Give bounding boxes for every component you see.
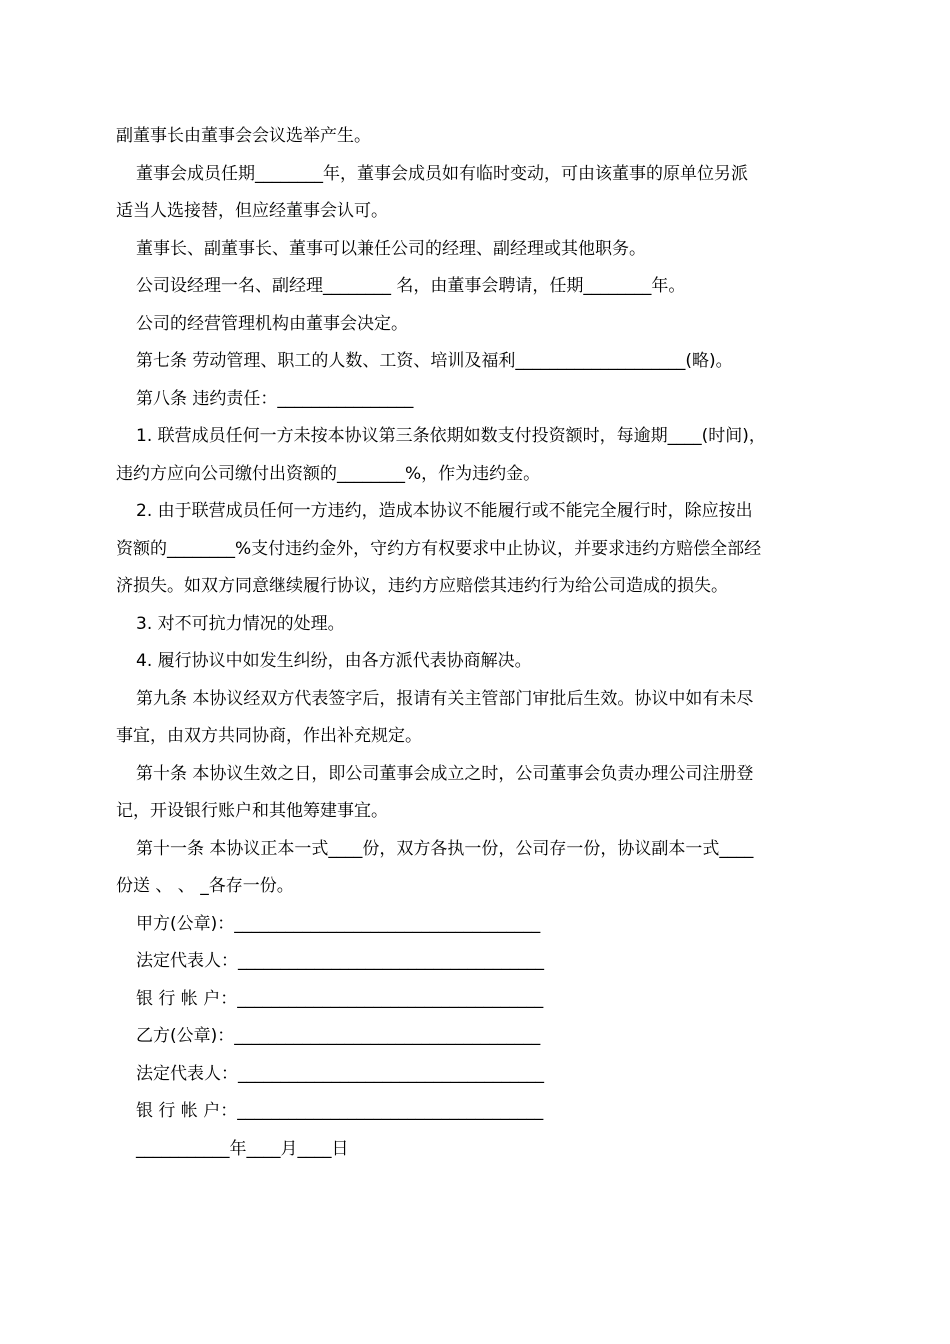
article-9: 第九条 本协议经双方代表签字后，报请有关主管部门审批后生效。协议中如有未尽 bbox=[136, 688, 754, 709]
clause-4: 4. 履行协议中如发生纠纷，由各方派代表协商解决。 bbox=[136, 651, 532, 671]
text-line: 违约方应向公司缴付出资额的________%，作为违约金。 bbox=[116, 463, 541, 484]
text-line: 事宜，由双方共同协商，作出补充规定。 bbox=[116, 726, 422, 746]
article-7: 第七条 劳动管理、职工的人数、工资、培训及福利____________________(略)。 bbox=[136, 351, 733, 371]
party-a-bank-account: 银 行 帐 户：____________________________________ bbox=[136, 988, 544, 1009]
text-line: 资额的________%支付违约金外，守约方有权要求中止协议，并要求违约方赔偿全部经 bbox=[116, 538, 762, 559]
signing-date: ___________年____月____日 bbox=[136, 1138, 349, 1159]
clause-2: 2. 由于联营成员任何一方违约，造成本协议不能履行或不能完全履行时，除应按出 bbox=[136, 501, 753, 521]
article-10: 第十条 本协议生效之日，即公司董事会成立之时，公司董事会负责办理公司注册登 bbox=[136, 763, 754, 784]
text-line: 份送 、 、 _各存一份。 bbox=[116, 876, 294, 896]
article-8: 第八条 违约责任：________________ bbox=[136, 388, 414, 409]
document-body bbox=[116, 118, 838, 1168]
text-line: 记，开设银行账户和其他筹建事宜。 bbox=[116, 801, 388, 821]
clause-3: 3. 对不可抗力情况的处理。 bbox=[136, 613, 345, 634]
text-line: 适当人选接替，但应经董事会认可。 bbox=[116, 201, 388, 221]
text-line: 董事会成员任期________年，董事会成员如有临时变动，可由该董事的原单位另派 bbox=[136, 163, 748, 184]
text-line: 公司的经营管理机构由董事会决定。 bbox=[136, 313, 408, 334]
party-b-seal: 乙方(公章)：____________________________________ bbox=[136, 1026, 541, 1046]
party-b-representative: 法定代表人：____________________________________ bbox=[136, 1063, 544, 1084]
clause-1: 1. 联营成员任何一方未按本协议第三条依期如数支付投资额时，每逾期____(时间)， bbox=[136, 426, 766, 446]
party-b-bank-account: 银 行 帐 户：____________________________________ bbox=[136, 1101, 544, 1121]
text-line: 副董事长由董事会会议选举产生。 bbox=[116, 126, 371, 146]
text-line: 董事长、副董事长、董事可以兼任公司的经理、副经理或其他职务。 bbox=[136, 238, 646, 259]
article-11: 第十一条 本协议正本一式____份，双方各执一份，公司存一份，协议副本一式____ bbox=[136, 838, 754, 859]
party-a-representative: 法定代表人：____________________________________ bbox=[136, 951, 544, 971]
party-a-seal: 甲方(公章)：____________________________________ bbox=[136, 913, 541, 934]
text-line: 济损失。如双方同意继续履行协议，违约方应赔偿其违约行为给公司造成的损失。 bbox=[116, 576, 728, 596]
text-line: 公司设经理一名、副经理________ 名，由董事会聘请，任期________年。 bbox=[136, 276, 686, 296]
